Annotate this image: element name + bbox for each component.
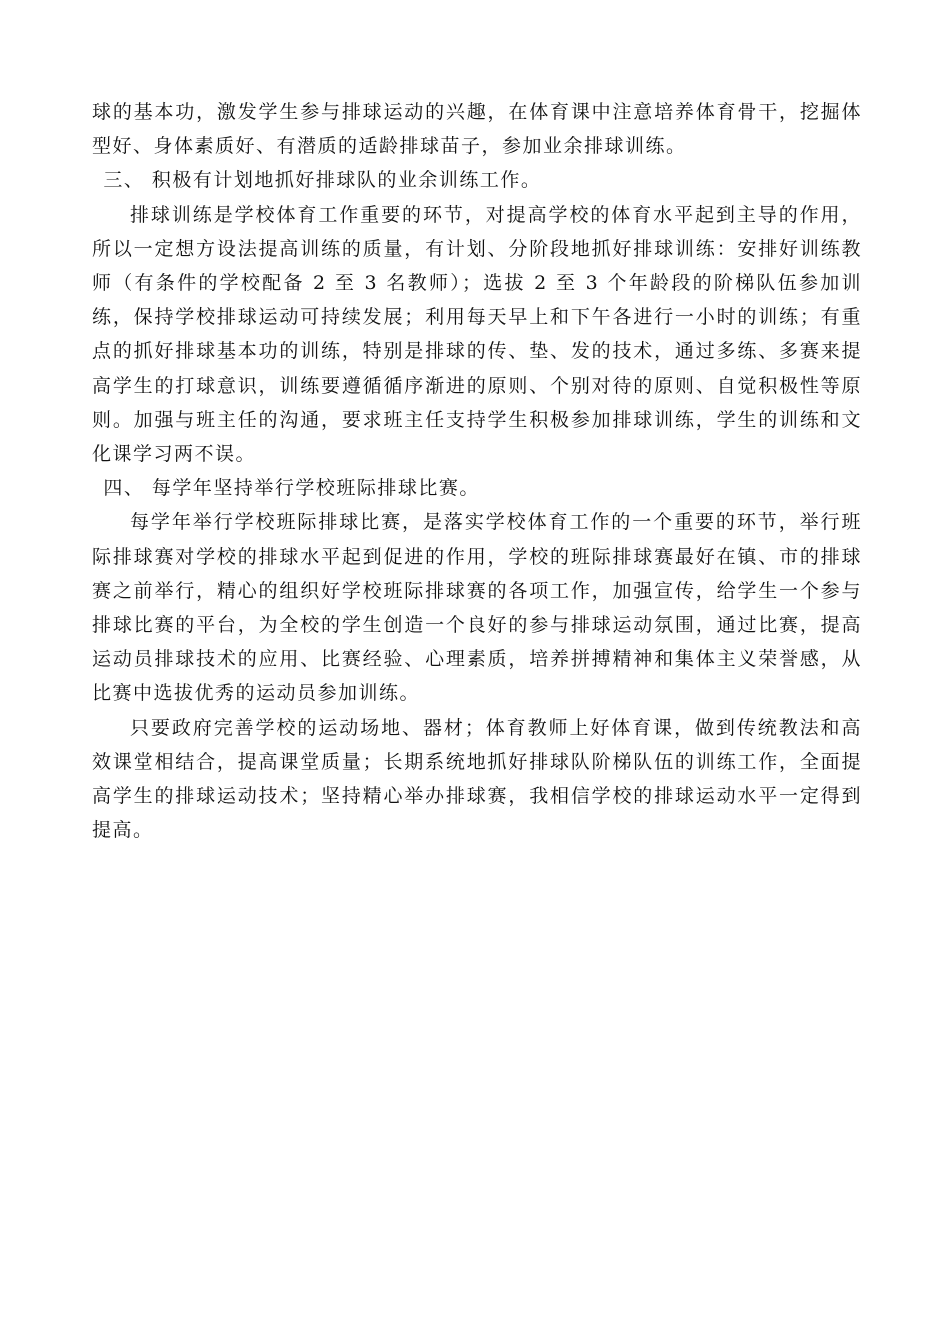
paragraph-training: 排球训练是学校体育工作重要的环节，对提高学校的体育水平起到主导的作用，所以一定想方设法提高训练的质量，有计划、分阶段地抓好排球训练：安排好训练教师（有条件的学校配备 2 至 3 名教师）；选拔 2 至 3 个年龄段的阶梯队伍参加训练，保持学校排球运动可持续发展；利用每天早上和下午各进行一小时的训练；有重点的抓好排球基本功的训练，特别是排球的传、垫、发的技术，通过多练、多赛来提高学生的打球意识，训练要遵循循序渐进的原则、个别对待的原则、自觉积极性等原则。加强与班主任的沟通，要求班主任支持学生积极参加排球训练，学生的训练和文化课学习两不误。 — [92, 203, 862, 466]
paragraph-continuation: 球的基本功，激发学生参与排球运动的兴趣，在体育课中注意培养体育骨干，挖掘体型好、身体素质好、有潜质的适龄排球苗子，参加业余排球训练。 — [92, 101, 862, 158]
section-heading-four: 四、 每学年坚持举行学校班际排球比赛。 — [103, 477, 480, 500]
paragraph-conclusion: 只要政府完善学校的运动场地、器材；体育教师上好体育课，做到传统教法和高效课堂相结合，提高课堂质量；长期系统地抓好排球队阶梯队伍的训练工作，全面提高学生的排球运动技术；坚持精心举办排球赛，我相信学校的排球运动水平一定得到提高。 — [92, 716, 862, 842]
paragraph-competition: 每学年举行学校班际排球比赛，是落实学校体育工作的一个重要的环节，举行班际排球赛对学校的排球水平起到促进的作用，学校的班际排球赛最好在镇、市的排球赛之前举行，精心的组织好学校班际排球赛的各项工作，加强宣传，给学生一个参与排球比赛的平台，为全校的学生创造一个良好的参与排球运动氛围，通过比赛，提高运动员排球技术的应用、比赛经验、心理素质，培养拼搏精神和集体主义荣誉感，从比赛中选拔优秀的运动员参加训练。 — [92, 511, 862, 705]
section-heading-three: 三、 积极有计划地抓好排球队的业余训练工作。 — [103, 169, 542, 192]
document-body — [92, 95, 862, 847]
